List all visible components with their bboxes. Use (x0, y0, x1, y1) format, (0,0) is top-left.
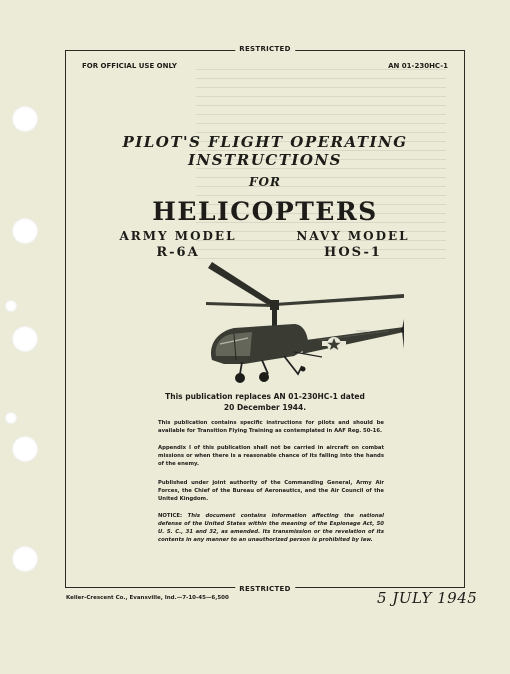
document-number: AN 01-230HC-1 (388, 62, 448, 70)
binder-hole (12, 436, 38, 462)
paragraph-training: This publication contains specific instructions for pilots and should be available for Transition Flying Training as contemplated in AAF Reg. 50-16. (158, 420, 384, 434)
binder-hole (12, 326, 38, 352)
official-use-label: FOR OFFICIAL USE ONLY (82, 62, 177, 70)
paragraph-authority: Published under joint authority of the Commanding General, Army Air Forces, the Chief of the Bureau of Aeronautics, and the Air Council of the United Kingdom. (158, 480, 384, 502)
main-title: HELICOPTERS (152, 197, 378, 226)
binder-hole (5, 412, 17, 424)
tail-boom (302, 327, 404, 354)
restricted-marking-bottom: RESTRICTED (235, 585, 295, 593)
tail-serial-marking: ▪▪▪▪▪ (356, 328, 370, 333)
cover-frame (65, 45, 465, 593)
binder-hole (12, 546, 38, 572)
title-line-1: PILOT'S FLIGHT OPERATING (122, 133, 408, 151)
binder-hole (5, 300, 17, 312)
army-model-number: R-6A (156, 245, 200, 260)
binder-hole (12, 106, 38, 132)
printer-imprint: Keller-Crescent Co., Evansville, Ind.—7-10-45—6,500 (66, 595, 229, 601)
navy-model-label: NAVY MODEL (296, 229, 410, 243)
tail-rotor (401, 304, 405, 358)
paragraph-appendix: Appendix I of this publication shall not be carried in aircraft on combat missions or when there is a reasonable chance of its falling into the hands of the enemy. (158, 445, 384, 467)
replaces-notice (66, 391, 464, 413)
fuselage (211, 324, 308, 364)
navy-model-number: HOS-1 (324, 245, 382, 260)
rotor-mast (270, 300, 279, 328)
notice-text: This document contains information affecting the national defense of the United States within the meaning of the Espionage Act, 50 U. S. C., 31 and 32, as amended. Its transmission or the revelation of its contents in any manner to an unauthorized person is prohibited by law. (158, 513, 384, 543)
replaces-line-2: 20 December 1944. (223, 403, 307, 412)
helicopter-illustration (134, 256, 404, 391)
binder-hole (12, 218, 38, 244)
title-for: FOR (249, 175, 281, 189)
title-line-2: INSTRUCTIONS (188, 151, 342, 169)
replaces-line-1: This publication replaces AN 01-230HC-1 dated (165, 392, 365, 401)
army-model-label: ARMY MODEL (119, 229, 237, 243)
paragraph-notice (158, 512, 384, 544)
notice-lead: NOTICE: (158, 513, 183, 519)
publication-date: 5 JULY 1945 (377, 589, 478, 607)
restricted-marking-top: RESTRICTED (235, 45, 295, 53)
main-rotor-blades (206, 262, 404, 307)
